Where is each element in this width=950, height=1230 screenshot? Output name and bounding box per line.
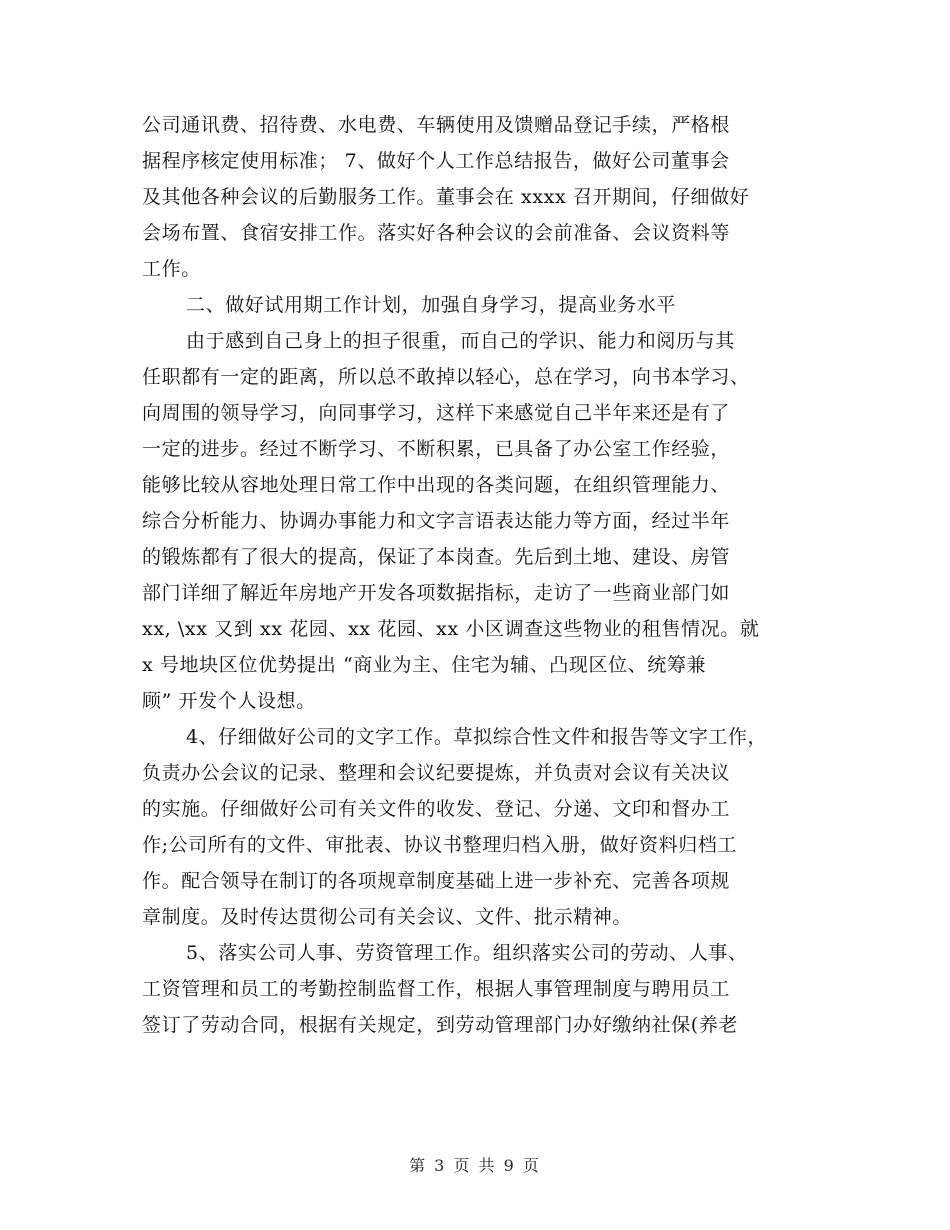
text-line: 工作。 — [142, 258, 201, 280]
text-line: 5、落实公司人事、劳资管理工作。组织落实公司的劳动、人事、 — [186, 942, 748, 964]
text-line: 签订了劳动合同，根据有关规定，到劳动管理部门办好缴纳社保(养老 — [142, 1014, 739, 1036]
text-line: 工资管理和员工的考勤控制监督工作，根据人事管理制度与聘用员工 — [142, 978, 731, 1000]
text-line: 的锻炼都有了很大的提高，保证了本岗查。先后到土地、建设、房管 — [142, 546, 731, 568]
text-line: 能够比较从容地处理日常工作中出现的各类问题，在组织管理能力、 — [142, 474, 731, 496]
text-line: 的实施。仔细做好公司有关文件的收发、登记、分递、文印和督办工 — [142, 798, 731, 820]
text-line: 章制度。及时传达贯彻公司有关会议、文件、批示精神。 — [142, 906, 633, 928]
text-line: 一定的进步。经过不断学习、不断积累，已具备了办公室工作经验， — [142, 438, 731, 460]
text-line: 公司通讯费、招待费、水电费、车辆使用及馈赠品登记手续，严格根 — [142, 114, 731, 136]
page-footer — [0, 1155, 950, 1177]
text-line: 4、仔细做好公司的文字工作。草拟综合性文件和报告等文字工作， — [186, 726, 768, 748]
text-line: x 号地块区位优势提出 “商业为主、住宅为辅、凸现区位、统筹兼 — [142, 654, 707, 676]
page-number-label: 第 3 页 共 9 页 — [409, 1156, 541, 1175]
text-line: 负责办公会议的记录、整理和会议纪要提炼，并负责对会议有关决议 — [142, 762, 731, 784]
text-line: 顾” 开发个人设想。 — [142, 690, 316, 712]
text-line: 向周围的领导学习，向同事学习，这样下来感觉自己半年来还是有了 — [142, 402, 731, 424]
text-line: 由于感到自己身上的担子很重，而自己的学识、能力和阅历与其 — [186, 330, 735, 352]
text-line: 作。配合领导在制订的各项规章制度基础上进一步补充、完善各项规 — [142, 870, 731, 892]
text-line: xx, \xx 又到 xx 花园、xx 花园、xx 小区调查这些物业的租售情况。就 — [142, 618, 760, 640]
section-heading: 二、做好试用期工作计划，加强自身学习，提高业务水平 — [186, 294, 677, 316]
text-line: 会场布置、食宿安排工作。落实好各种会议的会前准备、会议资料等 — [142, 222, 731, 244]
text-line: 任职都有一定的距离，所以总不敢掉以轻心，总在学习，向书本学习、 — [142, 366, 750, 388]
text-line: 综合分析能力、协调办事能力和文字言语表达能力等方面，经过半年 — [142, 510, 731, 532]
text-line: 及其他各种会议的后勤服务工作。董事会在 xxxx 召开期间，仔细做好 — [142, 186, 750, 208]
text-line: 作;公司所有的文件、审批表、协议书整理归档入册，做好资料归档工 — [142, 834, 738, 856]
text-line: 部门详细了解近年房地产开发各项数据指标，走访了一些商业部门如 — [142, 582, 731, 604]
text-line: 据程序核定使用标准； 7、做好个人工作总结报告，做好公司董事会 — [142, 150, 730, 172]
